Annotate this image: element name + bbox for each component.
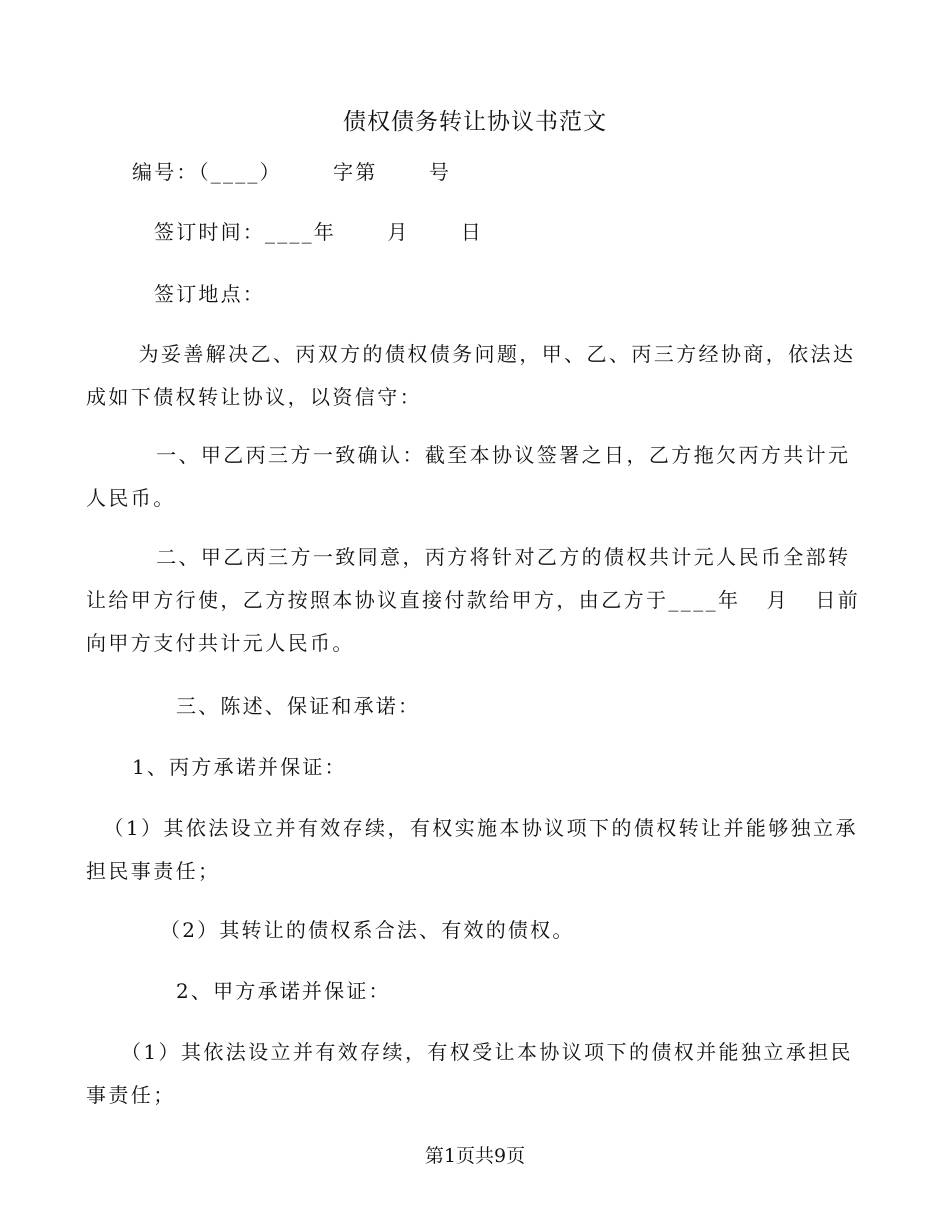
item-1-2-line: （2）其转让的债权系合法、有效的债权。: [160, 918, 575, 942]
signing-date-line: 签订时间：____年 月 日: [154, 220, 484, 244]
clause-2-paragraph: 二、甲乙丙三方一致同意，丙方将针对乙方的债权共计元人民币全部转让给甲方行使，乙方按照本协议直接付款给甲方，由乙方于____年 月 日前向甲方支付共计元人民币。: [86, 545, 861, 655]
page-number: 第1页共9页: [424, 1145, 526, 1167]
item-1-1-paragraph: （1）其依法设立并有效存续，有权实施本协议项下的债权转让并能够独立承担民事责任；: [86, 816, 858, 883]
document-title: 债权债务转让协议书范文: [343, 109, 607, 135]
item-2-1-paragraph: （1）其依法设立并有效存续，有权受让本协议项下的债权并能独立承担民事责任；: [86, 1040, 853, 1107]
signing-place-line: 签订地点：: [154, 282, 265, 306]
item-2-heading: 2、甲方承诺并保证：: [176, 979, 391, 1003]
intro-paragraph: 为妥善解决乙、丙双方的债权债务问题，甲、乙、丙三方经协商，依法达成如下债权转让协议，以资信守：: [86, 342, 856, 409]
item-1-heading: 1、丙方承诺并保证：: [132, 755, 347, 779]
contract-number-line: 编号：（____） 字第 号: [132, 160, 452, 184]
clause-1-paragraph: 一、甲乙丙三方一致确认：截至本协议签署之日，乙方拖欠丙方共计元人民币。: [86, 443, 851, 510]
clause-3-heading: 三、陈述、保证和承诺：: [176, 694, 421, 718]
